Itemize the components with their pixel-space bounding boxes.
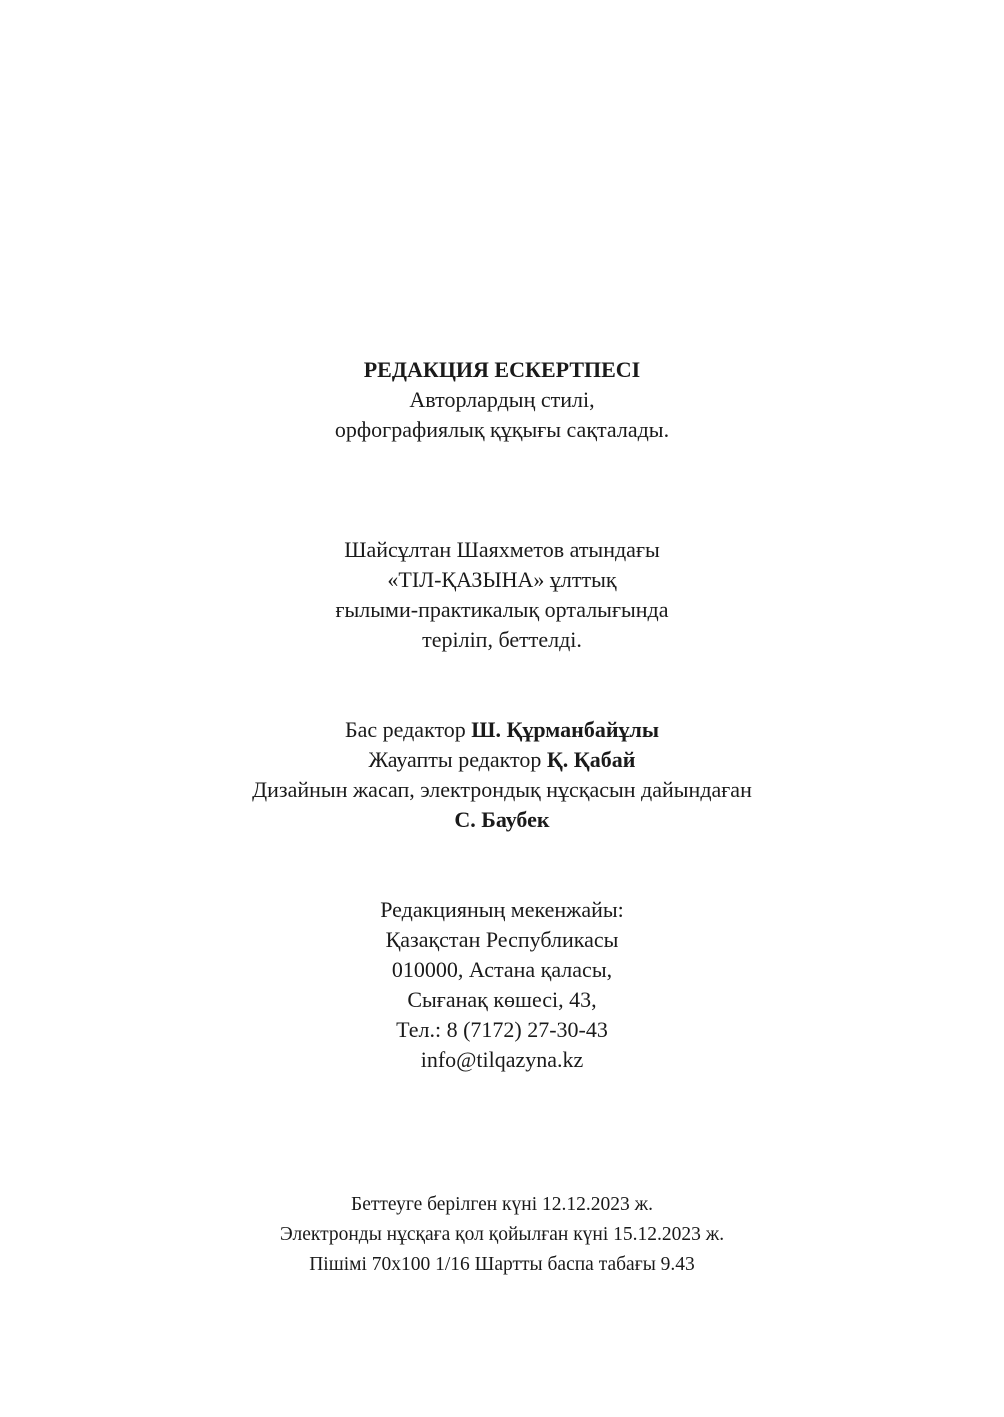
editorial-note-heading: РЕДАКЦИЯ ЕСКЕРТПЕСІ: [363, 357, 641, 382]
typesetting-center: [0, 535, 1004, 655]
phone-line: Тел.: 8 (7172) 27-30-43: [396, 1017, 608, 1042]
editorial-note-line: Авторлардың стилі,: [409, 387, 595, 412]
print-info-line: Электронды нұсқаға қол қойылған күні 15.12.2023 ж.: [279, 1224, 725, 1245]
responsible-editor: [0, 745, 1004, 775]
editorial-address: [0, 895, 1004, 1075]
address-line: 010000, Астана қаласы,: [391, 957, 613, 982]
center-line: Шайсұлтан Шаяхметов атындағы: [344, 537, 660, 562]
center-line: ғылыми-практикалық орталығында: [335, 597, 669, 622]
designer-role: Дизайнын жасап, электрондық нұсқасын дайындаған: [252, 777, 752, 802]
print-info-line: Беттеуге берілген күні 12.12.2023 ж.: [351, 1194, 653, 1215]
chief-editor-role: Бас редактор: [344, 717, 472, 742]
responsible-editor-name: Қ. Қабай: [546, 747, 636, 772]
email-line: info@tilqazyna.kz: [420, 1047, 584, 1072]
center-line: «ТІЛ-ҚАЗЫНА» ұлттық: [387, 567, 617, 592]
editors-credits: [0, 715, 1004, 835]
responsible-editor-role: Жауапты редактор: [368, 747, 547, 772]
print-info: [0, 1190, 1004, 1280]
chief-editor-name: Ш. Құрманбайұлы: [471, 717, 660, 742]
editorial-note-line: орфографиялық құқығы сақталады.: [334, 417, 670, 442]
center-line: теріліп, беттелді.: [422, 627, 582, 652]
address-heading: Редакцияның мекенжайы:: [380, 897, 624, 922]
designer-name: С. Баубек: [454, 807, 550, 832]
print-info-line: Пішімі 70х100 1/16 Шартты баспа табағы 9.43: [309, 1254, 695, 1275]
address-line: Қазақстан Республикасы: [385, 927, 619, 952]
chief-editor: [0, 715, 1004, 745]
editorial-note: [0, 355, 1004, 445]
address-line: Сығанақ көшесі, 43,: [407, 987, 597, 1012]
